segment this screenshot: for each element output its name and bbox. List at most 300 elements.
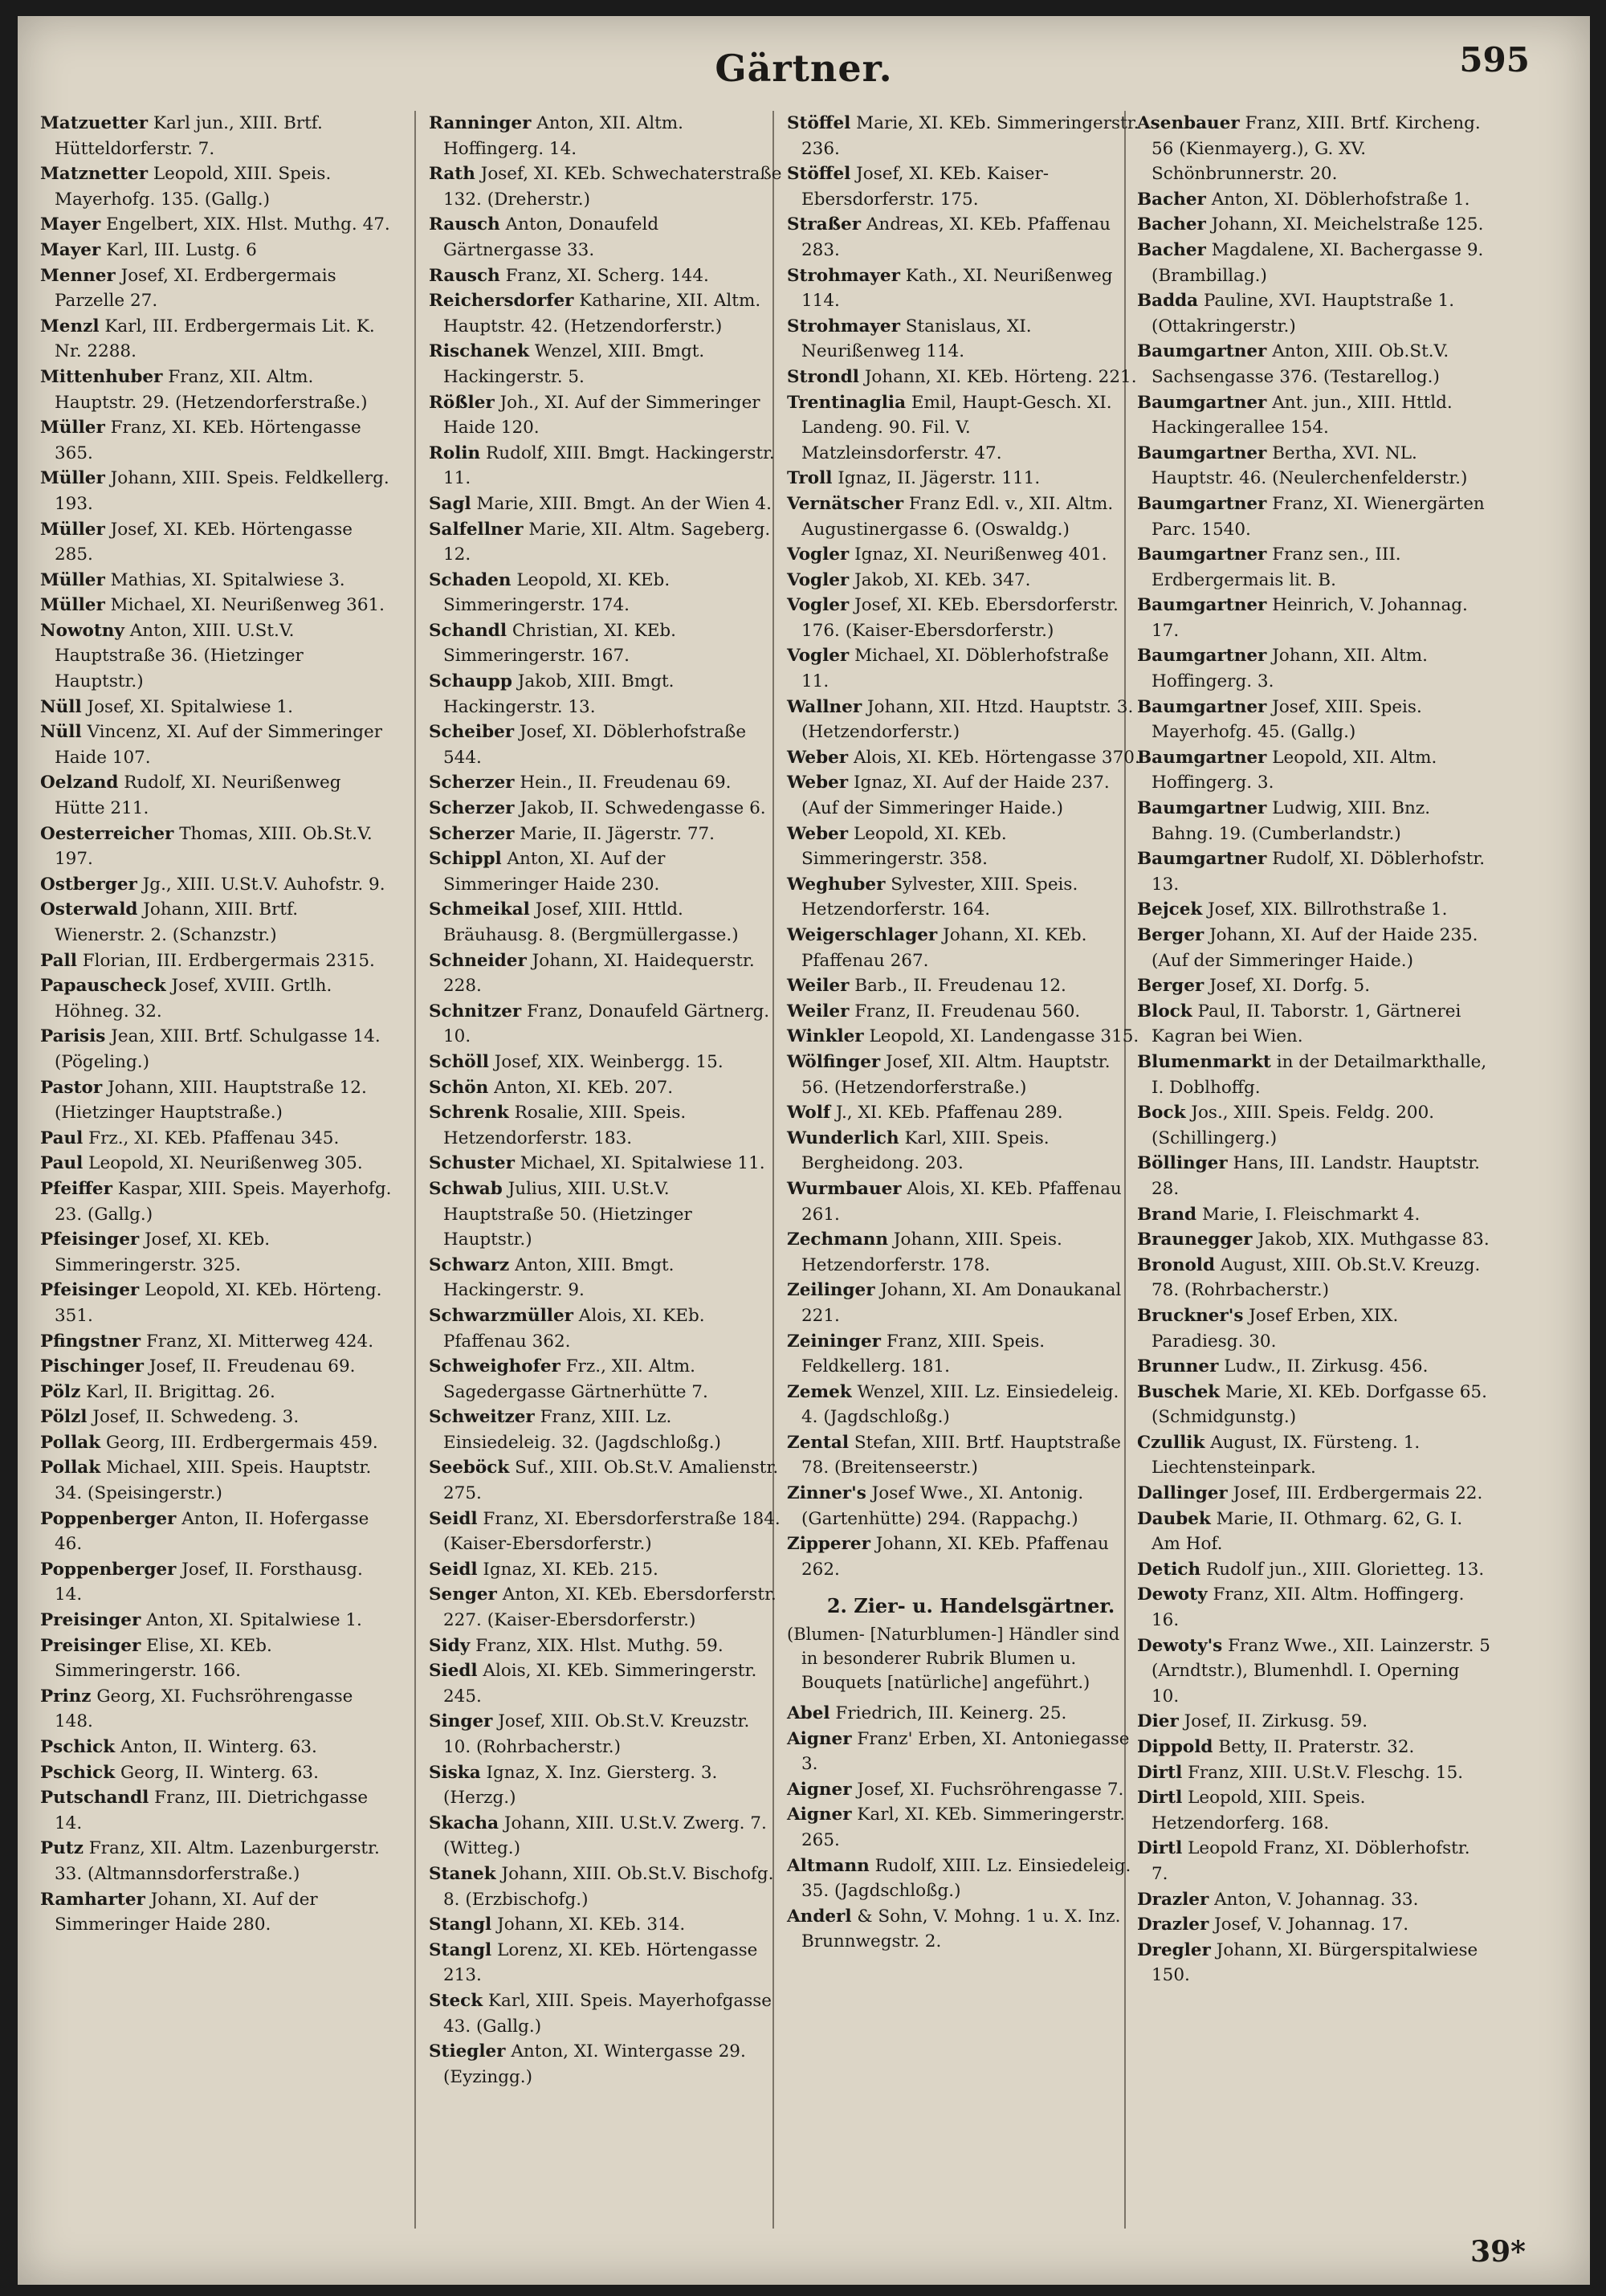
directory-entry	[429, 618, 782, 669]
directory-entry	[1137, 1354, 1490, 1380]
entry-name: Baumgartner	[1137, 341, 1267, 362]
entry-details: Josef Erben, XIX. Paradiesg. 30.	[1152, 1305, 1399, 1352]
entry-details: Josef, III. Erdbergermais 22.	[1233, 1483, 1483, 1504]
entry-name: Dregler	[1137, 1939, 1211, 1960]
directory-entry	[787, 1278, 1140, 1328]
entry-name: Putschandl	[40, 1788, 149, 1809]
entry-details: Josef, XII. Altm. Hauptstr. 56. (Hetzendorferstraße.)	[801, 1051, 1111, 1098]
entry-details: Leopold Franz, XI. Döblerhofstr. 7.	[1152, 1838, 1470, 1884]
entry-name: Baumgartner	[1137, 747, 1267, 768]
directory-entry	[1137, 846, 1490, 897]
entry-details: Heinrich, V. Johannag. 17.	[1152, 595, 1468, 641]
directory-entry	[1137, 441, 1490, 491]
directory-entry	[1137, 1633, 1490, 1710]
entry-details: Josef, XI. KEb. Hörtengasse 285.	[55, 519, 353, 565]
directory-entry	[429, 568, 782, 618]
entry-name: Poppenberger	[40, 1559, 177, 1580]
directory-entry	[429, 1405, 782, 1455]
directory-entry	[40, 1227, 393, 1278]
directory-entry	[429, 1912, 782, 1938]
entry-name: Schmeikal	[429, 899, 530, 920]
entry-details: Josef Wwe., XI. Antonig. (Gartenhütte) 294. (Rappachg.)	[801, 1483, 1084, 1529]
entry-name: Reichersdorfer	[429, 291, 574, 312]
entry-name: Pfeisinger	[40, 1280, 140, 1301]
entry-details: Josef, XI. Fuchsröhrengasse 7.	[857, 1779, 1124, 1800]
directory-entry	[429, 796, 782, 822]
directory-entry	[40, 1024, 393, 1075]
entry-name: Buschek	[1137, 1381, 1221, 1402]
entry-name: Pollak	[40, 1432, 101, 1453]
directory-entry	[429, 288, 782, 339]
entry-name: Blumenmarkt	[1137, 1051, 1271, 1072]
entry-name: Matznetter	[40, 164, 149, 185]
entry-name: Stöffel	[787, 164, 851, 185]
entry-name: Pschick	[40, 1737, 116, 1757]
entry-details: Johann, XIII. Speis. Hetzendorferstr. 178.	[801, 1230, 1062, 1275]
entry-name: Trentinaglia	[787, 392, 907, 413]
entry-details: Barb., II. Freudenau 12.	[854, 976, 1066, 997]
entry-details: Marie, XI. KEb. Dorfgasse 65. (Schmidgunstg.)	[1152, 1381, 1487, 1428]
entry-name: Baumgartner	[1137, 798, 1267, 819]
entry-details: Engelbert, XIX. Hlst. Muthg. 47.	[106, 214, 390, 235]
entry-name: Baumgartner	[1137, 646, 1267, 667]
entry-details: Johann, XIII. Ob.St.V. Bischofg. 8. (Erzbischofg.)	[443, 1863, 774, 1910]
entry-name: Dallinger	[1137, 1483, 1228, 1504]
entry-details: Georg, II. Winterg. 63.	[120, 1762, 319, 1783]
directory-entry	[1137, 1938, 1490, 1988]
entry-name: Schaden	[429, 569, 512, 590]
entry-name: Schaupp	[429, 671, 512, 692]
entry-details: Jos., XIII. Speis. Feldg. 200. (Schillingerg.)	[1152, 1103, 1435, 1148]
directory-entry	[40, 1329, 393, 1355]
entry-details: Jg., XIII. U.St.V. Auhofstr. 9.	[142, 874, 385, 895]
column-divider	[414, 111, 416, 2229]
directory-entry	[40, 1177, 393, 1227]
entry-name: Pölz	[40, 1381, 81, 1402]
entry-details: Johann, XI. Meichelstraße 125.	[1211, 214, 1484, 235]
entry-name: Scherzer	[429, 773, 515, 793]
entry-name: Schweighofer	[429, 1356, 560, 1377]
directory-entry	[40, 1836, 393, 1886]
directory-entry	[787, 1854, 1140, 1904]
entry-details: J., XI. KEb. Pfaffenau 289.	[836, 1103, 1063, 1124]
entry-details: Leopold, XI. KEb. Simmeringerstr. 174.	[443, 569, 671, 616]
entry-details: Johann, XIII. Hauptstraße 12. (Hietzinger Hauptstraße.)	[55, 1077, 367, 1124]
entry-details: Marie, II. Othmarg. 62, G. I. Am Hof.	[1152, 1508, 1463, 1555]
entry-details: Karl jun., XIII. Brtf. Hütteldorferstr. 7.	[55, 113, 323, 159]
entry-name: Rausch	[429, 214, 500, 235]
directory-entry	[40, 568, 393, 593]
directory-entry	[429, 720, 782, 770]
directory-entry	[40, 1887, 393, 1938]
entry-details: Josef, XI. Erdbergermais Parzelle 27.	[55, 265, 336, 312]
entry-name: Putz	[40, 1838, 84, 1859]
entry-details: Anton, XI. Wintergasse 29. (Eyzingg.)	[443, 2041, 746, 2087]
directory-entry	[1137, 390, 1490, 441]
entry-name: Drazler	[1137, 1915, 1209, 1935]
entry-details: Leopold, XI. Neurißenweg 305.	[88, 1153, 363, 1174]
entry-name: Rath	[429, 164, 475, 185]
entry-details: Johann, XIII. Brtf. Wienerstr. 2. (Schanzstr.)	[55, 899, 299, 945]
entry-name: Stanek	[429, 1863, 496, 1884]
entry-name: Seidl	[429, 1508, 478, 1529]
entry-name: Braunegger	[1137, 1230, 1253, 1250]
entry-details: Florian, III. Erdbergermais 2315.	[82, 950, 375, 971]
entry-name: Rausch	[429, 265, 500, 286]
entry-details: Josef, II. Freudenau 69.	[149, 1356, 356, 1377]
directory-entry	[1137, 745, 1490, 796]
entry-name: Salfellner	[429, 519, 524, 540]
entry-details: Jean, XIII. Brtf. Schulgasse 14. (Pögeling.)	[55, 1026, 381, 1072]
directory-column-4	[1137, 111, 1490, 1988]
entry-name: Müller	[40, 519, 105, 540]
directory-entry	[429, 1075, 782, 1101]
entry-details: Anton, XI. KEb. 207.	[494, 1077, 674, 1098]
entry-name: Weigerschlager	[787, 925, 938, 945]
entry-name: Parisis	[40, 1026, 106, 1047]
directory-entry	[40, 517, 393, 568]
entry-name: Winkler	[787, 1026, 864, 1047]
entry-name: Pollak	[40, 1458, 101, 1478]
directory-entry	[40, 466, 393, 516]
entry-name: Seidl	[429, 1559, 478, 1580]
entry-name: Brand	[1137, 1204, 1197, 1225]
directory-entry	[787, 314, 1140, 365]
directory-entry	[787, 1481, 1140, 1531]
directory-entry	[429, 441, 782, 491]
entry-details: Josef, II. Schwedeng. 3.	[92, 1407, 300, 1428]
directory-entry	[429, 1658, 782, 1709]
entry-details: Betty, II. Praterstr. 32.	[1218, 1737, 1415, 1757]
entry-details: Johann, XI. Am Donaukanal 221.	[801, 1280, 1122, 1326]
entry-details: Leopold, XII. Altm. Hoffingerg. 3.	[1152, 747, 1437, 793]
directory-entry	[40, 238, 393, 263]
entry-details: Mathias, XI. Spitalwiese 3.	[110, 569, 345, 590]
entry-details: Franz, XIII. Brtf. Kircheng. 56 (Kienmayerg.), G. XV. Schönbrunnerstr. 20.	[1152, 113, 1481, 185]
entry-details: Michael, XIII. Speis. Hauptstr. 34. (Speisingerstr.)	[55, 1458, 372, 1504]
directory-entry	[787, 1329, 1140, 1380]
entry-details: Ant. jun., XIII. Httld. Hackingerallee 154.	[1152, 392, 1453, 438]
entry-name: Schwarzmüller	[429, 1305, 573, 1326]
directory-entry	[429, 1151, 782, 1177]
entry-name: Strohmayer	[787, 316, 900, 336]
entry-name: Weghuber	[787, 874, 886, 895]
page-number: 595	[1459, 40, 1530, 80]
entry-name: Nüll	[40, 696, 82, 717]
directory-entry	[40, 822, 393, 872]
entry-details: Elise, XI. KEb. Simmeringerstr. 166.	[55, 1635, 272, 1682]
entry-details: Franz Edl. v., XII. Altm. Augustinergasse 6. (Oswaldg.)	[801, 493, 1114, 540]
directory-entry	[1137, 1912, 1490, 1938]
column-3-entries	[787, 111, 1140, 1582]
entry-details: Ignaz, XI. Auf der Haide 237. (Auf der Simmeringer Haide.)	[801, 773, 1110, 819]
directory-entry	[1137, 1582, 1490, 1633]
entry-name: Altmann	[787, 1855, 870, 1876]
directory-entry	[787, 1100, 1140, 1126]
directory-entry	[429, 999, 782, 1050]
entry-name: Zental	[787, 1432, 850, 1453]
entry-name: Müller	[40, 418, 105, 438]
directory-entry	[40, 1608, 393, 1633]
entry-details: Johann, XII. Altm. Hoffingerg. 3.	[1152, 646, 1429, 692]
entry-details: Wenzel, XIII. Lz. Einsiedeleig. 4. (Jagdschloßg.)	[801, 1381, 1119, 1428]
entry-details: Karl, III. Lustg. 6	[106, 239, 257, 260]
entry-name: Pall	[40, 950, 77, 971]
entry-details: Anton, XIII. U.St.V. Hauptstraße 36. (Hietzinger Hauptstr.)	[55, 620, 304, 692]
entry-name: Pschick	[40, 1762, 116, 1783]
directory-entry	[787, 1777, 1140, 1803]
entry-details: Johann, XI. KEb. Pfaffenau 267.	[801, 925, 1087, 971]
directory-entry	[40, 695, 393, 720]
directory-entry	[429, 517, 782, 568]
entry-details: Karl, II. Brigittag. 26.	[86, 1381, 275, 1402]
entry-details: Anton, II. Hofergasse 46.	[55, 1508, 369, 1555]
entry-name: Senger	[429, 1584, 497, 1605]
entry-name: Baumgartner	[1137, 849, 1267, 870]
directory-entry	[429, 1303, 782, 1354]
entry-name: Vernätscher	[787, 493, 904, 514]
directory-entry	[1137, 1481, 1490, 1507]
entry-details: Friedrich, III. Keinerg. 25.	[835, 1703, 1067, 1724]
entry-details: Anton, XII. Altm. Hoffingerg. 14.	[443, 113, 683, 159]
entry-details: Franz, XIII. Lz. Einsiedeleig. 32. (Jagdschloßg.)	[443, 1407, 721, 1453]
entry-name: Dirtl	[1137, 1788, 1183, 1809]
entry-details: Kaspar, XIII. Speis. Mayerhofg. 23. (Gallg.)	[55, 1178, 392, 1225]
entry-details: Franz, XIII. U.St.V. Fleschg. 15.	[1188, 1762, 1464, 1783]
directory-entry	[429, 1862, 782, 1912]
directory-entry	[429, 212, 782, 263]
entry-details: Frz., XI. KEb. Pfaffenau 345.	[88, 1128, 340, 1148]
entry-name: Straßer	[787, 214, 862, 235]
directory-entry	[787, 1701, 1140, 1727]
entry-details: Josef, V. Johannag. 17.	[1214, 1915, 1409, 1935]
directory-entry	[787, 1802, 1140, 1853]
directory-entry	[1137, 1760, 1490, 1786]
entry-name: Dewoty	[1137, 1584, 1208, 1605]
entry-details: Franz, XII. Altm. Hoffingerg. 16.	[1152, 1584, 1465, 1631]
entry-name: Bruckner's	[1137, 1305, 1244, 1326]
entry-name: Müller	[40, 595, 105, 616]
entry-name: Müller	[40, 569, 105, 590]
directory-entry	[1137, 491, 1490, 542]
entry-details: Franz, XIX. Hlst. Muthg. 59.	[475, 1635, 724, 1656]
entry-name: Troll	[787, 468, 833, 489]
directory-entry	[787, 1904, 1140, 1955]
entry-details: Josef, II. Zirkusg. 59.	[1184, 1711, 1368, 1732]
directory-entry	[1137, 1202, 1490, 1228]
entry-name: Schandl	[429, 620, 507, 641]
directory-entry	[787, 1024, 1140, 1050]
entry-name: Drazler	[1137, 1889, 1209, 1910]
directory-entry	[429, 897, 782, 948]
entry-name: Menzl	[40, 316, 100, 336]
entry-details: Jakob, XIX. Muthgasse 83.	[1257, 1230, 1490, 1250]
directory-entry	[787, 1227, 1140, 1278]
entry-name: Mayer	[40, 239, 101, 260]
directory-column-1	[40, 111, 393, 1938]
directory-entry	[40, 415, 393, 466]
directory-entry	[429, 1988, 782, 2039]
entry-details: Joh., XI. Auf der Simmeringer Haide 120.	[443, 392, 760, 438]
entry-name: Stöffel	[787, 113, 851, 133]
entry-name: Siska	[429, 1762, 481, 1783]
entry-details: & Sohn, V. Mohng. 1 u. X. Inz. Brunnwegstr. 2.	[801, 1906, 1121, 1952]
directory-entry	[40, 897, 393, 948]
directory-entry	[40, 1760, 393, 1786]
entry-name: Baumgartner	[1137, 442, 1267, 463]
entry-details: Ignaz, XI. Neurißenweg 401.	[854, 544, 1107, 565]
entry-name: Schuster	[429, 1153, 515, 1174]
entry-name: Wolf	[787, 1103, 831, 1124]
entry-details: Josef, II. Forsthausg. 14.	[55, 1559, 363, 1605]
directory-entry	[1137, 288, 1490, 339]
entry-details: Johann, XI. KEb. 314.	[497, 1915, 686, 1935]
entry-details: Josef, XIII. Httld. Bräuhausg. 8. (Bergmüllergasse.)	[443, 899, 739, 945]
entry-name: Dirtl	[1137, 1838, 1183, 1859]
directory-entry	[40, 872, 393, 898]
directory-entry	[787, 365, 1140, 390]
entry-details: Anton, XIII. Bmgt. Hackingerstr. 9.	[443, 1254, 675, 1301]
entry-name: Bacher	[1137, 239, 1206, 260]
directory-entry	[40, 1278, 393, 1328]
entry-name: Weiler	[787, 976, 850, 997]
entry-name: Sagl	[429, 493, 471, 514]
directory-entry	[787, 695, 1140, 745]
directory-entry	[1137, 897, 1490, 923]
entry-name: Stangl	[429, 1939, 492, 1960]
entry-details: Ludw., II. Zirkusg. 456.	[1224, 1356, 1429, 1377]
entry-details: Anton, Donaufeld Gärtnergasse 33.	[443, 214, 659, 260]
entry-name: Pischinger	[40, 1356, 144, 1377]
entry-name: Wölfinger	[787, 1051, 881, 1072]
directory-entry	[40, 212, 393, 238]
entry-name: Weber	[787, 747, 849, 768]
entry-details: Franz Wwe., XII. Lainzerstr. 5 (Arndtstr.), Blumenhdl. I. Operning 10.	[1152, 1635, 1490, 1707]
entry-details: Franz, XI. Mitterweg 424.	[145, 1331, 374, 1352]
entry-details: Anton, XI. Spitalwiese 1.	[146, 1610, 362, 1631]
entry-details: Franz sen., III. Erdbergermais lit. B.	[1152, 544, 1401, 590]
entry-name: Bronold	[1137, 1254, 1216, 1275]
directory-entry	[429, 846, 782, 897]
directory-entry	[787, 593, 1140, 643]
entry-details: Michael, XI. Döblerhofstraße 11.	[801, 646, 1109, 692]
directory-entry	[40, 1785, 393, 1836]
entry-name: Vogler	[787, 544, 850, 565]
entry-details: Franz, XII. Altm. Hauptstr. 29. (Hetzendorferstraße.)	[55, 366, 368, 413]
entry-details: Alois, XI. KEb. Hörtengasse 370.	[853, 747, 1140, 768]
directory-entry	[787, 1380, 1140, 1430]
entry-details: Josef, XIII. Ob.St.V. Kreuzstr. 10. (Rohrbacherstr.)	[443, 1711, 750, 1757]
directory-entry	[40, 1075, 393, 1126]
directory-entry	[40, 1430, 393, 1456]
entry-details: Josef, XI. KEb. Simmeringerstr. 325.	[55, 1230, 271, 1275]
directory-entry	[40, 1557, 393, 1608]
directory-entry	[787, 212, 1140, 263]
entry-name: Stiegler	[429, 2041, 506, 2062]
entry-name: Oesterreicher	[40, 823, 174, 844]
directory-entry	[1137, 1151, 1490, 1201]
entry-name: Ranninger	[429, 113, 532, 133]
entry-details: Andreas, XI. KEb. Pfaffenau 283.	[801, 214, 1111, 260]
directory-entry	[1137, 643, 1490, 694]
entry-details: Magdalene, XI. Bachergasse 9. (Brambillag.)	[1152, 239, 1484, 286]
entry-name: Poppenberger	[40, 1508, 177, 1529]
directory-entry	[40, 1507, 393, 1557]
entry-details: Kath., XI. Neurißenweg 114.	[801, 265, 1113, 312]
directory-entry	[429, 161, 782, 212]
directory-entry	[1137, 212, 1490, 238]
entry-name: Baumgartner	[1137, 696, 1267, 717]
directory-entry	[787, 643, 1140, 694]
directory-entry	[787, 872, 1140, 923]
directory-entry	[40, 618, 393, 695]
entry-name: Schweitzer	[429, 1407, 535, 1428]
entry-name: Zeininger	[787, 1331, 882, 1352]
directory-entry	[429, 669, 782, 720]
entry-name: Berger	[1137, 976, 1204, 997]
directory-entry	[40, 1633, 393, 1684]
entry-details: Johann, XI. Auf der Haide 235. (Auf der Simmeringer Haide.)	[1152, 925, 1478, 971]
entry-name: Paul	[40, 1153, 84, 1174]
directory-entry	[40, 1684, 393, 1735]
directory-entry	[787, 390, 1140, 467]
directory-entry	[40, 593, 393, 618]
entry-name: Preisinger	[40, 1610, 141, 1631]
entry-details: Jakob, II. Schwedengasse 6.	[520, 798, 766, 819]
entry-details: Karl, III. Erdbergermais Lit. K. Nr. 2288.	[55, 316, 375, 362]
entry-details: Jakob, XI. KEb. 347.	[854, 569, 1031, 590]
entry-details: Josef, XIII. Speis. Mayerhofg. 45. (Gallg.)	[1152, 696, 1422, 743]
directory-entry	[1137, 1507, 1490, 1557]
entry-details: Marie, XI. KEb. Simmeringerstr. 236.	[801, 113, 1139, 159]
directory-entry	[1137, 1709, 1490, 1735]
entry-name: Weber	[787, 823, 849, 844]
entry-details: Wenzel, XIII. Bmgt. Hackingerstr. 5.	[443, 341, 705, 387]
entry-details: Suf., XIII. Ob.St.V. Amalienstr. 275.	[443, 1458, 779, 1504]
entry-name: Ramharter	[40, 1889, 145, 1910]
entry-details: August, IX. Fürsteng. 1. Liechtensteinpark.	[1152, 1432, 1421, 1478]
entry-details: Jakob, XIII. Bmgt. Hackingerstr. 13.	[443, 671, 675, 717]
entry-details: Katharine, XII. Altm. Hauptstr. 42. (Hetzendorferstr.)	[443, 291, 761, 336]
entry-details: Franz, XII. Altm. Lazenburgerstr. 33. (Altmannsdorferstraße.)	[55, 1838, 380, 1884]
entry-name: Vogler	[787, 569, 850, 590]
entry-details: Josef, XI. Döblerhofstraße 544.	[443, 722, 747, 768]
entry-name: Wurmbauer	[787, 1178, 902, 1199]
entry-name: Matzuetter	[40, 113, 149, 133]
directory-entry	[787, 745, 1140, 771]
directory-entry	[1137, 695, 1490, 745]
directory-entry	[40, 1380, 393, 1405]
entry-details: Franz, XI. Ebersdorferstraße 184. (Kaiser-Ebersdorferstr.)	[443, 1508, 781, 1555]
directory-entry	[40, 973, 393, 1024]
directory-entry	[1137, 1100, 1490, 1151]
entry-name: Dier	[1137, 1711, 1179, 1732]
directory-entry	[429, 1507, 782, 1557]
entry-name: Schwab	[429, 1178, 503, 1199]
entry-details: Marie, I. Fleischmarkt 4.	[1201, 1204, 1421, 1225]
entry-details: Leopold, XI. KEb. Simmeringerstr. 358.	[801, 823, 1007, 870]
entry-details: Johann, XIII. U.St.V. Zwerg. 7. (Witteg.)	[443, 1813, 767, 1859]
entry-details: Franz, II. Freudenau 560.	[854, 1001, 1081, 1022]
directory-entry	[40, 263, 393, 314]
entry-name: Asenbauer	[1137, 113, 1240, 133]
directory-entry	[429, 1760, 782, 1811]
directory-entry	[1137, 187, 1490, 213]
directory-entry	[40, 365, 393, 415]
entry-details: Stefan, XIII. Brtf. Hauptstraße 78. (Breitenseerstr.)	[801, 1432, 1121, 1478]
directory-entry	[787, 491, 1140, 542]
directory-entry	[40, 1405, 393, 1430]
